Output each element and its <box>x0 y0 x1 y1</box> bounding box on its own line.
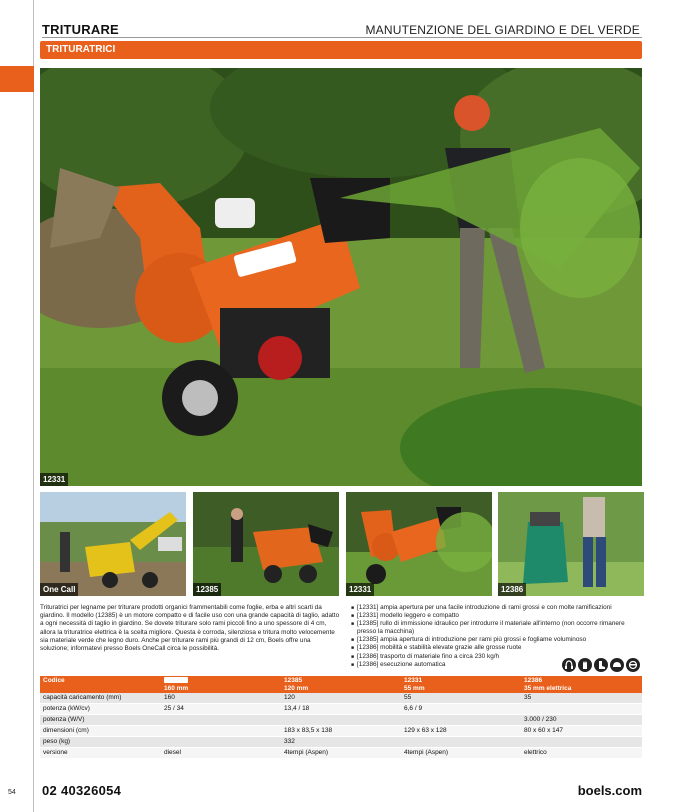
row-label: potenza (W/V) <box>40 715 161 726</box>
website-link[interactable]: boels.com <box>577 783 642 798</box>
thumbnail-tag: One Call <box>40 583 78 596</box>
column-header: 160 mm <box>161 676 281 693</box>
thumbnail-12385 <box>193 492 339 596</box>
page-number: 54 <box>8 789 16 796</box>
table-cell: 25 / 34 <box>161 704 281 715</box>
table-cell <box>161 737 281 748</box>
specification-table <box>40 676 642 759</box>
helmet-icon <box>610 658 624 672</box>
column-header: 12385 120 mm <box>281 676 401 693</box>
table-cell: 4tempi (Aspen) <box>281 748 401 759</box>
table-cell <box>521 737 642 748</box>
thumbnail-onecall <box>40 492 186 596</box>
section-title: TRITURARE <box>42 22 119 37</box>
table-row <box>40 737 642 748</box>
row-label: potenza (kW/cv) <box>40 704 161 715</box>
table-cell <box>401 715 521 726</box>
table-cell: 13,4 / 18 <box>281 704 401 715</box>
row-label: versione <box>40 748 161 759</box>
gloves-icon <box>578 658 592 672</box>
table-row <box>40 693 642 704</box>
column-header: Codice <box>40 676 161 693</box>
onecall-chipper-photo <box>40 492 186 596</box>
safety-boots-icon <box>594 658 608 672</box>
chipper-12386-photo <box>498 492 644 596</box>
table-cell <box>161 715 281 726</box>
thumbnail-tag: 12385 <box>193 583 221 596</box>
feature-item: ■ [12331] modello leggero e compatto <box>351 612 643 620</box>
subsection-banner <box>40 41 642 59</box>
thumbnail-12331 <box>346 492 492 596</box>
feature-item: ■ [12386] trasporto di materiale fino a circa 230 kg/h <box>351 653 643 661</box>
column-header: 12386 35 mm elettrica <box>521 676 642 693</box>
left-margin-rule <box>33 0 34 812</box>
row-label: peso (kg) <box>40 737 161 748</box>
face-shield-icon <box>626 658 640 672</box>
onecall-logo-icon <box>164 677 188 683</box>
table-cell: 160 <box>161 693 281 704</box>
category-heading: MANUTENZIONE DEL GIARDINO E DEL VERDE <box>365 23 640 37</box>
table-row <box>40 704 642 715</box>
table-cell: 55 <box>401 693 521 704</box>
table-cell: 35 <box>521 693 642 704</box>
row-label: capacità caricamento (mm) <box>40 693 161 704</box>
table-cell: 3.000 / 230 <box>521 715 642 726</box>
table-cell <box>161 726 281 737</box>
column-header: 12331 55 mm <box>401 676 521 693</box>
hero-illustration <box>40 68 642 486</box>
feature-item: ■ [12386] mobilità e stabilità elevate grazie alle grosse ruote <box>351 644 643 652</box>
thumbnail-tag: 12331 <box>346 583 374 596</box>
table-row <box>40 715 642 726</box>
product-description: Trituratrici per legname per triturare prodotti organici frammentabili come foglie, erba e altri scarti da giardino. Il modello (12385) è un motore compatto e di facile uso con una grande capacità di taglio, adatto a ogni necessità di taglio in giardino. Se dovete triturare solo rami piccoli fino a uno spessore di 4 cm, allora la trituratrice elettrica è la scelta migliore. Questa è corroda, silenziosa e tritura molto velocemente sia materiale verde che legno duro. Anche per triturare rami più grandi di 12 cm, Boels offre una soluzione; informatevi presso Boels OneCall circa le possibilità. <box>40 604 340 653</box>
row-label: dimensioni (cm) <box>40 726 161 737</box>
table-cell: 120 <box>281 693 401 704</box>
banner-label: TRITURATRICI <box>46 44 116 55</box>
phone-number: 02 40326054 <box>42 783 122 798</box>
table-cell <box>521 704 642 715</box>
table-cell: diesel <box>161 748 281 759</box>
table-cell: 6,6 / 9 <box>401 704 521 715</box>
hero-model-tag: 12331 <box>40 473 68 486</box>
thumbnail-12386 <box>498 492 644 596</box>
feature-item: ■ [12331] ampia apertura per una facile introduzione di rami grossi e con molte ramificazioni <box>351 604 643 612</box>
feature-item: ■ [12385] rullo di immissione idraulico per introdurre il materiale all'interno (non occorre rimanere presso la macchina) <box>351 620 643 636</box>
table-cell: 183 x 83,5 x 138 <box>281 726 401 737</box>
table-row <box>40 726 642 737</box>
side-index-tab <box>0 66 34 92</box>
hero-photo <box>40 68 642 486</box>
table-cell <box>401 737 521 748</box>
table-cell: elettrico <box>521 748 642 759</box>
table-cell: 80 x 60 x 147 <box>521 726 642 737</box>
table-cell <box>281 715 401 726</box>
feature-item: ■ [12385] ampia apertura di introduzione per rami più grossi e fogliame voluminoso <box>351 636 643 644</box>
safety-icons <box>562 658 640 672</box>
table-cell: 4tempi (Aspen) <box>401 748 521 759</box>
table-header-row <box>40 676 642 693</box>
table-cell: 332 <box>281 737 401 748</box>
chipper-12385-photo <box>193 492 339 596</box>
table-cell: 129 x 63 x 128 <box>401 726 521 737</box>
header-divider <box>42 37 642 38</box>
chipper-12331-photo <box>346 492 492 596</box>
thumbnail-tag: 12386 <box>498 583 526 596</box>
feature-item: ■ [12386] esecuzione automatica <box>351 661 643 669</box>
table-row <box>40 748 642 759</box>
ear-protection-icon <box>562 658 576 672</box>
